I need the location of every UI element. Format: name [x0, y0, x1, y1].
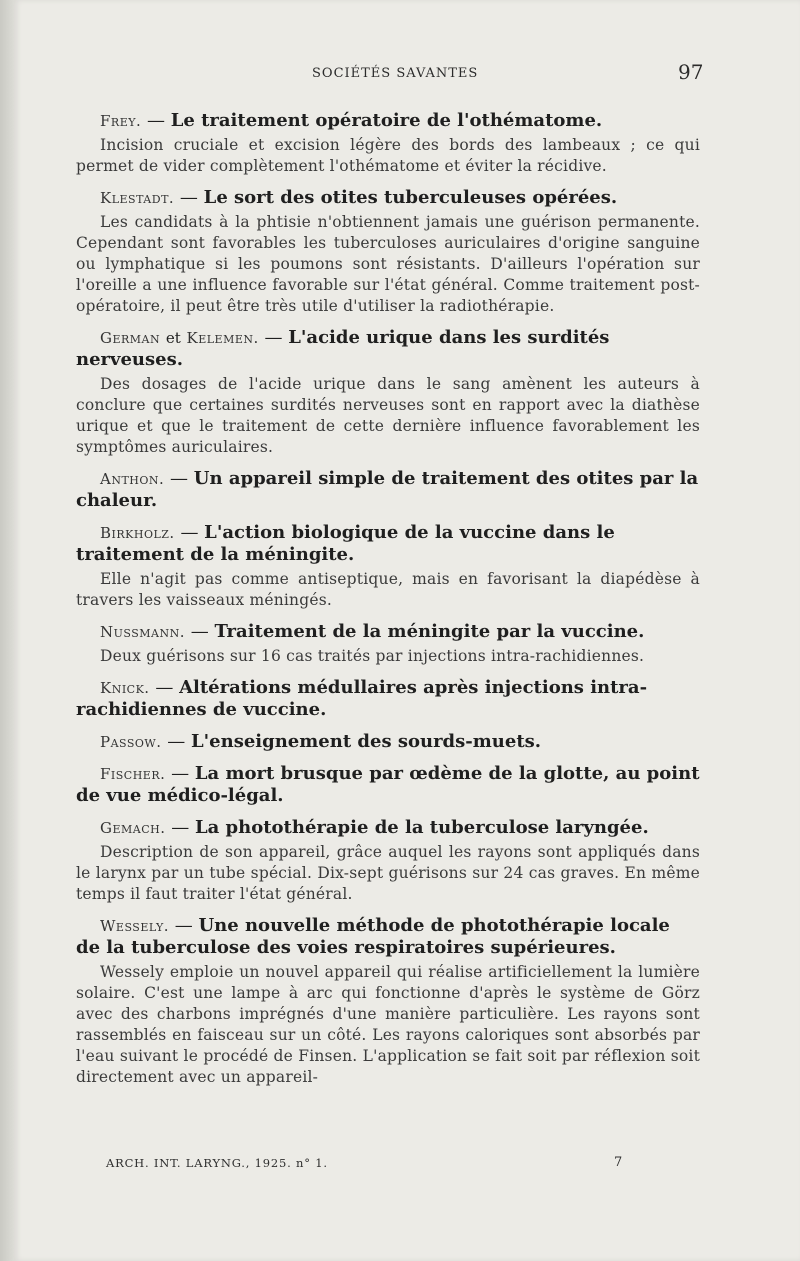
entry-passow — [76, 731, 700, 753]
author-name: Klestadt. — [100, 189, 175, 207]
title-text: La photothérapie de la tuberculose laryngée. — [194, 817, 649, 838]
entry-title: Passow. — L'enseignement des sourds-muets. — [100, 731, 542, 752]
author-name-2: Kelemen. — [186, 329, 259, 347]
title-text: Altérations médullaires après injections intra-rachidiennes de vuccine. — [76, 677, 648, 720]
entry-body: Deux guérisons sur 16 cas traités par injections intra-rachidiennes. — [100, 647, 645, 665]
entry-title: Knick. — Altérations médullaires après injections intra-rachidiennes de vuccine. — [76, 677, 648, 720]
entry-body: Description de son appareil, grâce auquel les rayons sont appliqués dans le larynx par un tube spécial. Dix-sept guérisons sur 24 cas graves. En même temps il faut traiter l'état général. — [76, 843, 700, 903]
entry-title: Wessely. — Une nouvelle méthode de photothérapie locale de la tuberculose des voies respiratoires supérieures. — [76, 915, 670, 958]
entry-title: Nussmann. — Traitement de la méningite par la vuccine. — [100, 621, 645, 642]
author-connector: et — [165, 329, 181, 347]
author-name: Nussmann. — [100, 623, 185, 641]
author-name: Wessely. — [100, 917, 169, 935]
entry-klestadt — [76, 187, 700, 317]
entry-birkholz — [76, 522, 700, 611]
page-edge — [0, 0, 14, 1261]
entry-body: Incision cruciale et excision légère des bords des lambeaux ; ce qui permet de vider complètement l'othématome et éviter la récidive. — [76, 136, 700, 175]
title-text: Le traitement opératoire de l'othématome. — [170, 110, 603, 131]
entry-title: German et Kelemen. — L'acide urique dans les surdités nerveuses. — [76, 327, 610, 370]
entry-title: Birkholz. — L'action biologique de la vuccine dans le traitement de la méningite. — [76, 522, 615, 565]
journal-reference: ARCH. INT. LARYNG., 1925. n° 1. — [106, 1156, 328, 1170]
entry-title: Gemach. — La photothérapie de la tuberculose laryngée. — [100, 817, 649, 838]
title-text: L'action biologique de la vuccine dans le traitement de la méningite. — [76, 522, 615, 565]
entry-anthon — [76, 468, 700, 512]
author-name: Gemach. — [100, 819, 166, 837]
article-list — [76, 110, 700, 1098]
author-name: Fischer. — [100, 765, 166, 783]
title-text: L'acide urique dans les surdités nerveuses. — [76, 327, 610, 370]
entry-german-kelemen — [76, 327, 700, 458]
entry-knick — [76, 677, 700, 721]
entry-title: Fischer. — La mort brusque par œdème de la glotte, au point de vue médico-légal. — [76, 763, 700, 806]
author-name: Frey. — [100, 112, 142, 130]
entry-wessely — [76, 915, 700, 1088]
title-text: La mort brusque par œdème de la glotte, au point de vue médico-légal. — [76, 763, 700, 806]
running-header — [14, 60, 800, 90]
entry-frey — [76, 110, 700, 177]
page — [14, 0, 800, 1261]
entry-body: Wessely emploie un nouvel appareil qui réalise artificiellement la lumière solaire. C'est une lampe à arc qui fonctionne d'après le système de Görz avec des charbons imprégnés d'une manière particulière. Les rayons sont rassemblés en faisceau sur un côté. Les rayons caloriques sont absorbés par l'eau suivant le procédé de Finsen. L'application se fait soit par réflexion soit directement avec un appareil- — [76, 963, 700, 1086]
title-text: Le sort des otites tuberculeuses opérées. — [203, 187, 618, 208]
entry-body: Elle n'agit pas comme antiseptique, mais en favorisant la diapédèse à travers les vaisseaux méningés. — [76, 570, 700, 609]
entry-gemach — [76, 817, 700, 905]
title-text: Un appareil simple de traitement des otites par la chaleur. — [76, 468, 699, 511]
entry-nussmann — [76, 621, 700, 667]
entry-body: Les candidats à la phtisie n'obtiennent jamais une guérison permanente. Cependant sont favorables les tuberculoses auriculaires d'origine sanguine ou lymphatique si les poumons sont résistants. D'ailleurs l'opération sur l'oreille a une influence favorable sur l'état général. Comme traitement post-opératoire, il peut être très utile d'utiliser la radiothérapie. — [76, 213, 700, 315]
running-title: SOCIÉTÉS SAVANTES — [312, 66, 479, 81]
author-name: Passow. — [100, 733, 162, 751]
title-text: Une nouvelle méthode de photothérapie locale de la tuberculose des voies respiratoires supérieures. — [76, 915, 670, 958]
title-text: L'enseignement des sourds-muets. — [190, 731, 542, 752]
entry-title: Frey. — Le traitement opératoire de l'othématome. — [100, 110, 603, 131]
entry-body: Des dosages de l'acide urique dans le sang amènent les auteurs à conclure que certaines surdités nerveuses sont en rapport avec la diathèse urique et que le traitement de cette dernière influence favorablement les symptômes auriculaires. — [76, 375, 700, 456]
title-text: Traitement de la méningite par la vuccine. — [214, 621, 645, 642]
entry-fischer — [76, 763, 700, 807]
page-footer — [14, 1152, 800, 1176]
page-number: 97 — [678, 60, 704, 84]
author-name: Anthon. — [100, 470, 165, 488]
entry-title: Anthon. — Un appareil simple de traitement des otites par la chaleur. — [76, 468, 699, 511]
signature-mark: 7 — [614, 1155, 623, 1170]
entry-title: Klestadt. — Le sort des otites tuberculeuses opérées. — [100, 187, 618, 208]
author-name: Knick. — [100, 679, 150, 697]
author-name: Birkholz. — [100, 524, 175, 542]
author-name: German — [100, 329, 161, 347]
